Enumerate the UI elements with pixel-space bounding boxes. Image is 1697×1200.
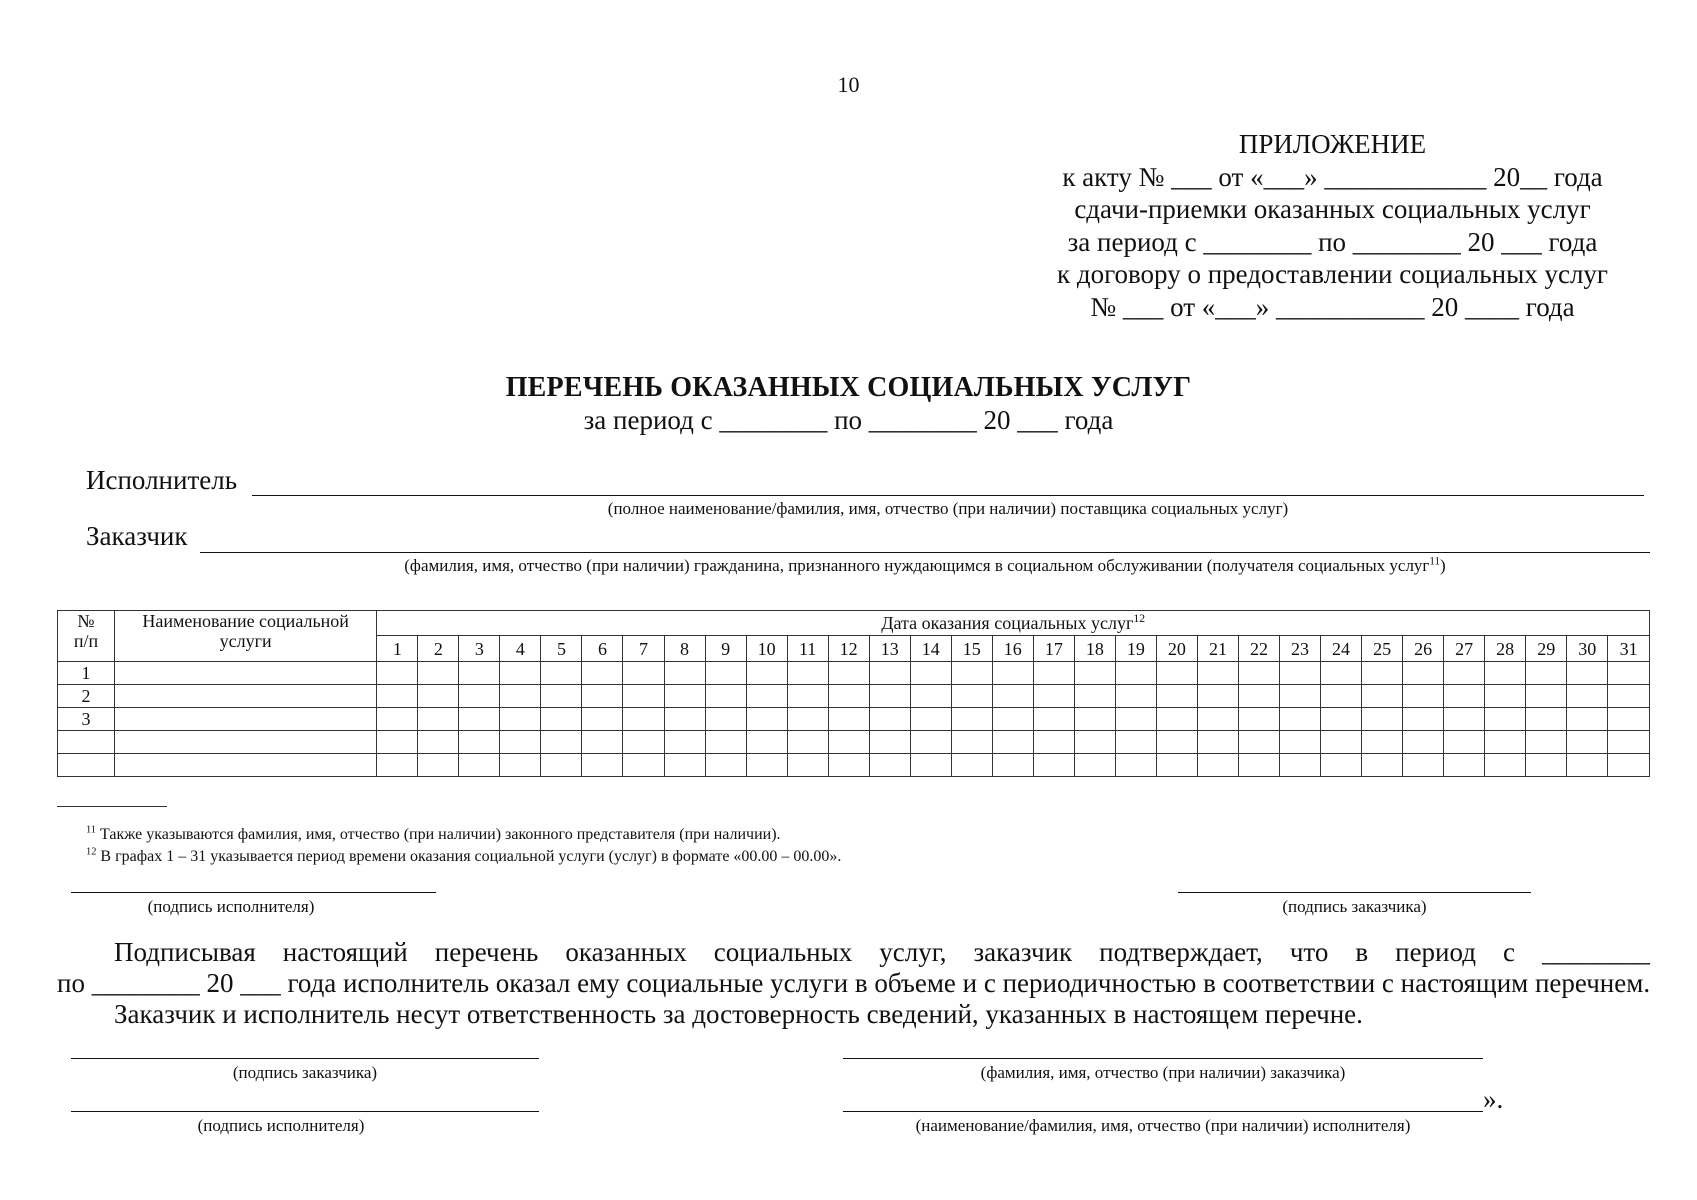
day-cell[interactable] (582, 754, 623, 777)
day-cell[interactable] (1279, 708, 1320, 731)
day-cell[interactable] (1033, 685, 1074, 708)
day-cell[interactable] (541, 754, 582, 777)
day-cell[interactable] (1238, 754, 1279, 777)
day-cell[interactable] (664, 731, 705, 754)
day-column-header: 15 (951, 636, 992, 662)
day-column-header: 6 (582, 636, 623, 662)
day-cell[interactable] (459, 754, 500, 777)
header-number: № п/п (58, 611, 115, 662)
day-cell[interactable] (1074, 708, 1115, 731)
day-cell[interactable] (1197, 662, 1238, 685)
day-cell[interactable] (1608, 708, 1650, 731)
day-cell[interactable] (1238, 708, 1279, 731)
executor-label: Исполнитель (86, 465, 238, 495)
day-cell[interactable] (1115, 685, 1156, 708)
customer-label: Заказчик (86, 521, 188, 551)
executor-field-line[interactable] (252, 495, 1644, 496)
closing-quote-mark: ». (1483, 1084, 1504, 1114)
day-cell[interactable] (500, 662, 541, 685)
day-cell[interactable] (1115, 708, 1156, 731)
day-cell[interactable] (869, 708, 910, 731)
day-cell[interactable] (1485, 708, 1526, 731)
day-cell[interactable] (869, 754, 910, 777)
statement-line-1: Подписывая настоящий перечень оказанных социальных услуг, заказчик подтверждает, что в период с ________ (114, 937, 1650, 967)
day-column-header: 18 (1074, 636, 1115, 662)
day-cell[interactable] (1362, 662, 1403, 685)
day-cell[interactable] (664, 662, 705, 685)
day-cell[interactable] (1567, 685, 1608, 708)
day-cell[interactable] (377, 708, 418, 731)
day-column-header: 28 (1485, 636, 1526, 662)
day-column-header: 19 (1115, 636, 1156, 662)
day-cell[interactable] (1526, 708, 1567, 731)
day-cell[interactable] (541, 708, 582, 731)
day-cell[interactable] (1403, 662, 1444, 685)
day-cell[interactable] (1074, 685, 1115, 708)
day-column-header: 11 (787, 636, 828, 662)
day-cell[interactable] (1403, 708, 1444, 731)
day-cell[interactable] (1321, 731, 1362, 754)
customer-name-line[interactable] (843, 1058, 1483, 1059)
day-cell[interactable] (1033, 731, 1074, 754)
customer-caption: (фамилия, имя, отчество (при наличии) гражданина, признанного нуждающимся в социальном обслуживании (получателя социальных услуг$^{11}$) (404, 555, 1446, 575)
day-cell[interactable] (418, 662, 459, 685)
day-cell[interactable] (1321, 662, 1362, 685)
day-cell[interactable] (418, 731, 459, 754)
day-cell[interactable] (705, 662, 746, 685)
day-cell[interactable] (1485, 754, 1526, 777)
day-cell[interactable] (787, 685, 828, 708)
day-cell[interactable] (377, 754, 418, 777)
day-cell[interactable] (1238, 662, 1279, 685)
footnote-separator (57, 806, 167, 807)
day-cell[interactable] (951, 731, 992, 754)
row-number-cell: 2 (58, 685, 115, 708)
day-column-header: 25 (1362, 636, 1403, 662)
day-cell[interactable] (992, 754, 1033, 777)
day-cell[interactable] (1362, 731, 1403, 754)
day-cell[interactable] (1156, 685, 1197, 708)
day-cell[interactable] (1115, 731, 1156, 754)
day-column-header: 9 (705, 636, 746, 662)
day-cell[interactable] (664, 708, 705, 731)
day-cell[interactable] (1526, 662, 1567, 685)
day-cell[interactable] (377, 662, 418, 685)
day-cell[interactable] (1115, 662, 1156, 685)
day-cell[interactable] (582, 685, 623, 708)
day-column-header: 8 (664, 636, 705, 662)
day-cell[interactable] (746, 685, 787, 708)
appendix-act-line: к акту № ___ от «___» ____________ 20__ года (1062, 161, 1603, 192)
day-column-header: 5 (541, 636, 582, 662)
row-number-cell (58, 731, 115, 754)
day-cell[interactable] (828, 754, 869, 777)
day-cell[interactable] (1074, 754, 1115, 777)
day-column-header: 13 (869, 636, 910, 662)
service-name-cell[interactable] (115, 754, 377, 777)
day-cell[interactable] (1156, 754, 1197, 777)
day-column-header: 14 (910, 636, 951, 662)
customer-name-caption: (фамилия, имя, отчество (при наличии) заказчика) (980, 1063, 1346, 1082)
day-cell[interactable] (705, 708, 746, 731)
table-row (58, 708, 1650, 731)
day-cell[interactable] (828, 662, 869, 685)
day-cell[interactable] (1608, 662, 1650, 685)
day-cell[interactable] (1156, 662, 1197, 685)
row-number-cell: 3 (58, 708, 115, 731)
day-cell[interactable] (623, 708, 664, 731)
table-row (58, 731, 1650, 754)
day-cell[interactable] (1403, 731, 1444, 754)
day-cell[interactable] (500, 754, 541, 777)
day-column-header: 30 (1567, 636, 1608, 662)
day-cell[interactable] (377, 731, 418, 754)
day-column-header: 16 (992, 636, 1033, 662)
day-cell[interactable] (1156, 731, 1197, 754)
day-column-header: 3 (459, 636, 500, 662)
executor-name-line[interactable] (843, 1111, 1483, 1112)
day-cell[interactable] (1074, 731, 1115, 754)
day-cell[interactable] (623, 662, 664, 685)
service-name-cell[interactable] (115, 731, 377, 754)
day-column-header: 22 (1238, 636, 1279, 662)
table-row (58, 685, 1650, 708)
day-cell[interactable] (664, 685, 705, 708)
day-cell[interactable] (1526, 685, 1567, 708)
day-cell[interactable] (377, 685, 418, 708)
day-cell[interactable] (992, 662, 1033, 685)
day-cell[interactable] (1033, 662, 1074, 685)
day-column-header: 10 (746, 636, 787, 662)
day-column-header: 24 (1321, 636, 1362, 662)
footnote-12: $^{12}$ В графах 1 – 31 указывается период времени оказания социальной услуги (услуг) в формате «00.00 – 00.00». (86, 846, 842, 865)
day-cell[interactable] (910, 708, 951, 731)
table-body (58, 662, 1650, 777)
day-cell[interactable] (951, 685, 992, 708)
day-cell[interactable] (705, 685, 746, 708)
day-cell[interactable] (787, 754, 828, 777)
day-cell[interactable] (418, 685, 459, 708)
day-cell[interactable] (1197, 731, 1238, 754)
day-cell[interactable] (582, 662, 623, 685)
day-cell[interactable] (828, 731, 869, 754)
customer-signature-line-2[interactable] (71, 1058, 539, 1059)
day-cell[interactable] (1279, 685, 1320, 708)
service-name-cell[interactable] (115, 662, 377, 685)
day-cell[interactable] (1321, 685, 1362, 708)
customer-field-line[interactable] (200, 552, 1650, 553)
day-cell[interactable] (1608, 685, 1650, 708)
day-column-header: 27 (1444, 636, 1485, 662)
day-cell[interactable] (1403, 685, 1444, 708)
day-cell[interactable] (1074, 662, 1115, 685)
day-cell[interactable] (828, 685, 869, 708)
day-cell[interactable] (869, 662, 910, 685)
executor-signature-line-2[interactable] (71, 1111, 539, 1112)
services-table (57, 610, 1650, 777)
executor-name-caption: (наименование/фамилия, имя, отчество (при наличии) исполнителя) (915, 1116, 1411, 1135)
day-cell[interactable] (1567, 754, 1608, 777)
customer-signature-line-1[interactable] (1178, 892, 1531, 893)
day-cell[interactable] (1279, 731, 1320, 754)
document-period: за период с ________ по ________ 20 ___ года (583, 405, 1114, 435)
day-column-header: 4 (500, 636, 541, 662)
appendix-period-line: за период с ________ по ________ 20 ___ года (1067, 226, 1598, 257)
day-column-header: 26 (1403, 636, 1444, 662)
day-cell[interactable] (828, 708, 869, 731)
day-cell[interactable] (1238, 685, 1279, 708)
header-service-name: Наименование социальной услуги (115, 611, 377, 662)
day-cell[interactable] (1279, 662, 1320, 685)
day-cell[interactable] (1485, 731, 1526, 754)
day-cell[interactable] (1608, 754, 1650, 777)
day-cell[interactable] (992, 685, 1033, 708)
executor-signature-caption-1: (подпись исполнителя) (147, 897, 315, 916)
day-column-header: 17 (1033, 636, 1074, 662)
day-cell[interactable] (541, 685, 582, 708)
day-cell[interactable] (910, 754, 951, 777)
day-cell[interactable] (541, 731, 582, 754)
day-cell[interactable] (746, 731, 787, 754)
day-cell[interactable] (1033, 754, 1074, 777)
appendix-contract-line: к договору о предоставлении социальных услуг (1056, 259, 1608, 289)
executor-signature-caption-2: (подпись исполнителя) (197, 1116, 365, 1135)
day-cell[interactable] (787, 662, 828, 685)
appendix-contract-number-line: № ___ от «___» ___________ 20 ____ года (1090, 291, 1575, 322)
day-cell[interactable] (705, 754, 746, 777)
day-cell[interactable] (1485, 662, 1526, 685)
footnote-11: $^{11}$ Также указываются фамилия, имя, отчество (при наличии) законного представителя (при наличии). (86, 824, 781, 843)
day-column-header: 20 (1156, 636, 1197, 662)
day-cell[interactable] (500, 731, 541, 754)
day-cell[interactable] (787, 708, 828, 731)
row-number-cell (58, 754, 115, 777)
day-cell[interactable] (459, 685, 500, 708)
service-name-cell[interactable] (115, 685, 377, 708)
day-cell[interactable] (787, 731, 828, 754)
day-cell[interactable] (1403, 754, 1444, 777)
appendix-act-subject: сдачи-приемки оказанных социальных услуг (1074, 194, 1591, 224)
appendix-title: ПРИЛОЖЕНИЕ (1238, 129, 1427, 159)
statement-line-2: по ________ 20 ___ года исполнитель оказал ему социальные услуги в объеме и с периодичностью в соответствии с настоящим перечнем. (57, 968, 1651, 998)
appendix-header (1040, 128, 1625, 323)
day-cell[interactable] (1567, 708, 1608, 731)
day-cell[interactable] (1444, 708, 1485, 731)
day-cell[interactable] (1197, 708, 1238, 731)
day-cell[interactable] (1526, 731, 1567, 754)
day-cell[interactable] (1444, 754, 1485, 777)
day-cell[interactable] (1115, 754, 1156, 777)
customer-signature-caption-2: (подпись заказчика) (232, 1063, 378, 1082)
day-cell[interactable] (541, 662, 582, 685)
day-column-header: 23 (1279, 636, 1320, 662)
executor-signature-line-1[interactable] (71, 892, 436, 893)
day-cell[interactable] (992, 708, 1033, 731)
day-cell[interactable] (582, 708, 623, 731)
day-cell[interactable] (459, 662, 500, 685)
day-cell[interactable] (1362, 685, 1403, 708)
day-cell[interactable] (1156, 708, 1197, 731)
day-cell[interactable] (1526, 754, 1567, 777)
day-cell[interactable] (1197, 685, 1238, 708)
day-cell[interactable] (1567, 662, 1608, 685)
table-row (58, 662, 1650, 685)
day-cell[interactable] (582, 731, 623, 754)
day-cell[interactable] (1444, 685, 1485, 708)
day-column-header: 2 (418, 636, 459, 662)
day-cell[interactable] (1444, 662, 1485, 685)
day-cell[interactable] (910, 731, 951, 754)
day-cell[interactable] (623, 754, 664, 777)
day-cell[interactable] (1238, 731, 1279, 754)
day-cell[interactable] (459, 708, 500, 731)
day-cell[interactable] (1279, 754, 1320, 777)
day-cell[interactable] (910, 662, 951, 685)
day-cell[interactable] (1608, 731, 1650, 754)
day-cell[interactable] (910, 685, 951, 708)
day-cell[interactable] (951, 754, 992, 777)
day-column-header: 12 (828, 636, 869, 662)
day-cell[interactable] (992, 731, 1033, 754)
day-cell[interactable] (869, 731, 910, 754)
day-cell[interactable] (869, 685, 910, 708)
day-column-header: 1 (377, 636, 418, 662)
customer-signature-caption-1: (подпись заказчика) (1282, 897, 1427, 916)
day-cell[interactable] (1362, 754, 1403, 777)
day-cell[interactable] (1033, 708, 1074, 731)
statement-responsibility: Заказчик и исполнитель несут ответственность за достоверность сведений, указанных в настоящем перечне. (114, 999, 1363, 1029)
day-column-header: 7 (623, 636, 664, 662)
document-title: ПЕРЕЧЕНЬ ОКАЗАННЫХ СОЦИАЛЬНЫХ УСЛУГ (505, 372, 1192, 403)
statement-paragraph (57, 937, 1650, 1030)
day-cell[interactable] (623, 685, 664, 708)
day-cell[interactable] (1321, 754, 1362, 777)
day-cell[interactable] (1485, 685, 1526, 708)
page-number: 10 (837, 72, 860, 97)
day-cell[interactable] (1567, 731, 1608, 754)
day-cell[interactable] (746, 662, 787, 685)
table-row (58, 754, 1650, 777)
day-cell[interactable] (1321, 708, 1362, 731)
day-cell[interactable] (500, 708, 541, 731)
day-cell[interactable] (459, 731, 500, 754)
day-cell[interactable] (418, 754, 459, 777)
day-column-header: 31 (1608, 636, 1650, 662)
row-number-cell: 1 (58, 662, 115, 685)
day-column-header: 21 (1197, 636, 1238, 662)
executor-caption: (полное наименование/фамилия, имя, отчество (при наличии) поставщика социальных услуг) (607, 499, 1289, 518)
day-cell[interactable] (951, 662, 992, 685)
day-cell[interactable] (1444, 731, 1485, 754)
header-dates: Дата оказания социальных услуг$^{12}$ (377, 611, 1650, 636)
day-cell[interactable] (951, 708, 992, 731)
service-name-cell[interactable] (115, 708, 377, 731)
day-cell[interactable] (1197, 754, 1238, 777)
day-cell[interactable] (705, 731, 746, 754)
day-cell[interactable] (1362, 708, 1403, 731)
day-cell[interactable] (500, 685, 541, 708)
day-cell[interactable] (746, 754, 787, 777)
day-cell[interactable] (664, 754, 705, 777)
day-cell[interactable] (623, 731, 664, 754)
day-column-header: 29 (1526, 636, 1567, 662)
day-cell[interactable] (418, 708, 459, 731)
day-cell[interactable] (746, 708, 787, 731)
